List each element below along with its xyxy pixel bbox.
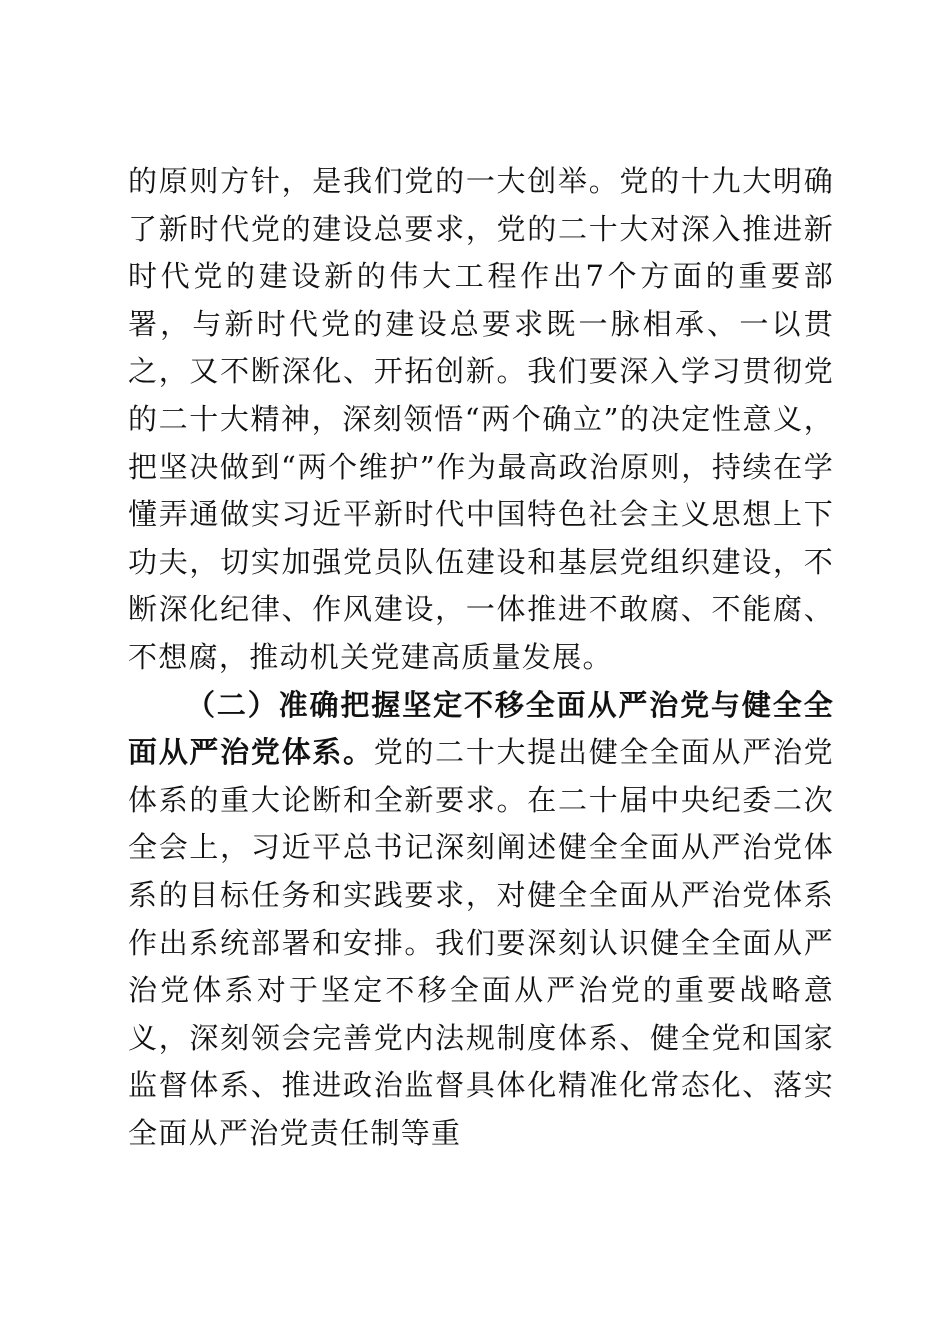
section-heading: （二）准确把握坚定不移全面从严治党与健全全面从严治党体系。 xyxy=(128,687,834,770)
document-body xyxy=(128,158,834,1157)
paragraph-section-two xyxy=(128,682,834,1158)
section-body-text: 党的二十大提出健全全面从严治党体系的重大论断和全新要求。在二十届中央纪委二次全会上，习近平总书记深刻阐述健全全面从严治党体系的目标任务和实践要求，对健全全面从严治党体系作出系统部署和安排。我们要深刻认识健全全面从严治党体系对于坚定不移全面从严治党的重要战略意义，深刻领会完善党内法规制度体系、健全党和国家监督体系、推进政治监督具体化精准化常态化、落实全面从严治党责任制等重 xyxy=(128,735,834,1150)
paragraph-continued: 的原则方针，是我们党的一大创举。党的十九大明确了新时代党的建设总要求，党的二十大对深入推进新时代党的建设新的伟大工程作出7个方面的重要部署，与新时代党的建设总要求既一脉相承、一以贯之，又不断深化、开拓创新。我们要深入学习贯彻党的二十大精神，深刻领悟“两个确立”的决定性意义，把坚决做到“两个维护”作为最高政治原则，持续在学懂弄通做实习近平新时代中国特色社会主义思想上下功夫，切实加强党员队伍建设和基层党组织建设，不断深化纪律、作风建设，一体推进不敢腐、不能腐、不想腐，推动机关党建高质量发展。 xyxy=(128,164,834,674)
